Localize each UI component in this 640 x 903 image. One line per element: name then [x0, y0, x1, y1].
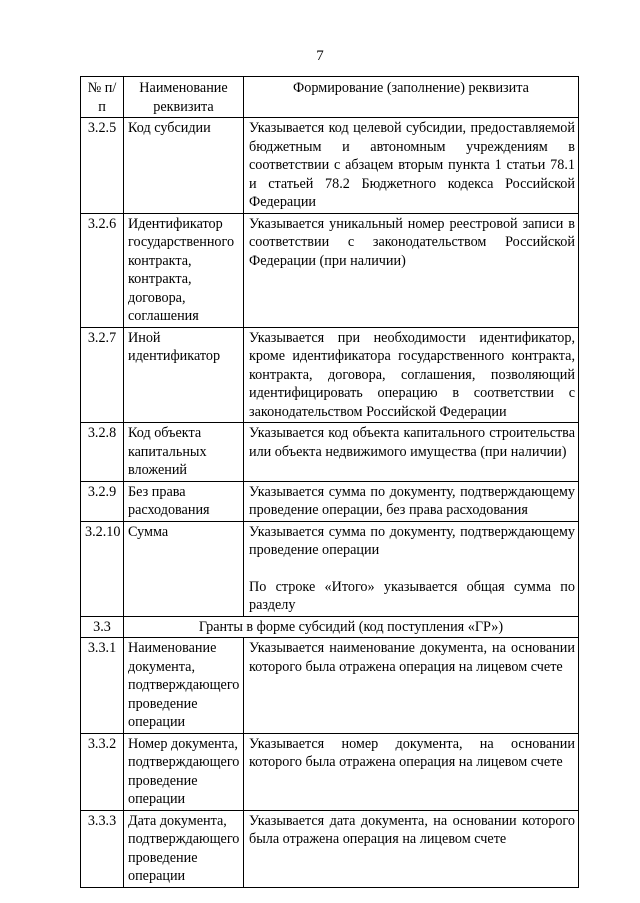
table-row [81, 810, 579, 887]
table-row [81, 638, 579, 734]
row-number: 3.2.9 [81, 481, 124, 521]
row-description: Указывается наименование документа, на основании которого была отражена операция на лицевом счете [244, 638, 579, 734]
row-description: Указывается дата документа, на основании которого была отражена операция на лицевом счете [244, 810, 579, 887]
row-description: Указывается код объекта капитального строительства или объекта недвижимого имущества (при наличии) [244, 423, 579, 482]
row-number: 3.3.3 [81, 810, 124, 887]
table-row [81, 213, 579, 327]
table-row [81, 481, 579, 521]
row-description: Указывается при необходимости идентификатор, кроме идентификатора государственного контракта, контракта, договора, соглашения, позволяющий идентифицировать операцию в соответствии с законодательством Российской Федерации [244, 327, 579, 423]
description-paragraph: Указывается сумма по документу, подтверждающему проведение операции [249, 523, 575, 558]
header-name: Наименование реквизита [124, 77, 244, 118]
row-number: 3.2.8 [81, 423, 124, 482]
row-description: Указывается код целевой субсидии, предоставляемой бюджетным и автономным учреждениям в соответствии с абзацем вторым пункта 1 статьи 78.1 и статьей 78.2 Бюджетного кодекса Российской Федерации [244, 118, 579, 214]
row-number: 3.2.5 [81, 118, 124, 214]
row-number: 3.2.6 [81, 213, 124, 327]
row-description: Указывается уникальный номер реестровой записи в соответствии с законодательством Российской Федерации (при наличии) [244, 213, 579, 327]
description-paragraph: По строке «Итого» указывается общая сумма по разделу [249, 578, 575, 613]
table-header-row [81, 77, 579, 118]
row-number: 3.3.1 [81, 638, 124, 734]
row-name: Дата документа, подтверждающего проведение операции [124, 810, 244, 887]
row-description: Указывается номер документа, на основании которого была отражена операция на лицевом счете [244, 733, 579, 810]
header-num: № п/п [81, 77, 124, 118]
row-name: Без права расходования [124, 481, 244, 521]
table-row [81, 733, 579, 810]
row-description: Указывается сумма по документу, подтверждающему проведение операции, без права расходования [244, 481, 579, 521]
row-number: 3.3.2 [81, 733, 124, 810]
page-number: 7 [316, 48, 324, 64]
row-name: Наименование документа, подтверждающего проведение операции [124, 638, 244, 734]
section-title: Гранты в форме субсидий (код поступления «ГР») [124, 616, 579, 638]
row-name: Сумма [124, 521, 244, 616]
row-name: Код субсидии [124, 118, 244, 214]
table-row [81, 118, 579, 214]
table-row [81, 423, 579, 482]
row-name: Иной идентификатор [124, 327, 244, 423]
row-description [244, 521, 579, 616]
header-desc: Формирование (заполнение) реквизита [244, 77, 579, 118]
requisites-table [80, 76, 579, 888]
row-name: Номер документа, подтверждающего проведение операции [124, 733, 244, 810]
section-row [81, 616, 579, 638]
section-number: 3.3 [81, 616, 124, 638]
row-number: 3.2.10 [81, 521, 124, 616]
table-row [81, 327, 579, 423]
row-number: 3.2.7 [81, 327, 124, 423]
row-name: Идентификатор государственного контракта, контракта, договора, соглашения [124, 213, 244, 327]
table-row [81, 521, 579, 616]
row-name: Код объекта капитальных вложений [124, 423, 244, 482]
